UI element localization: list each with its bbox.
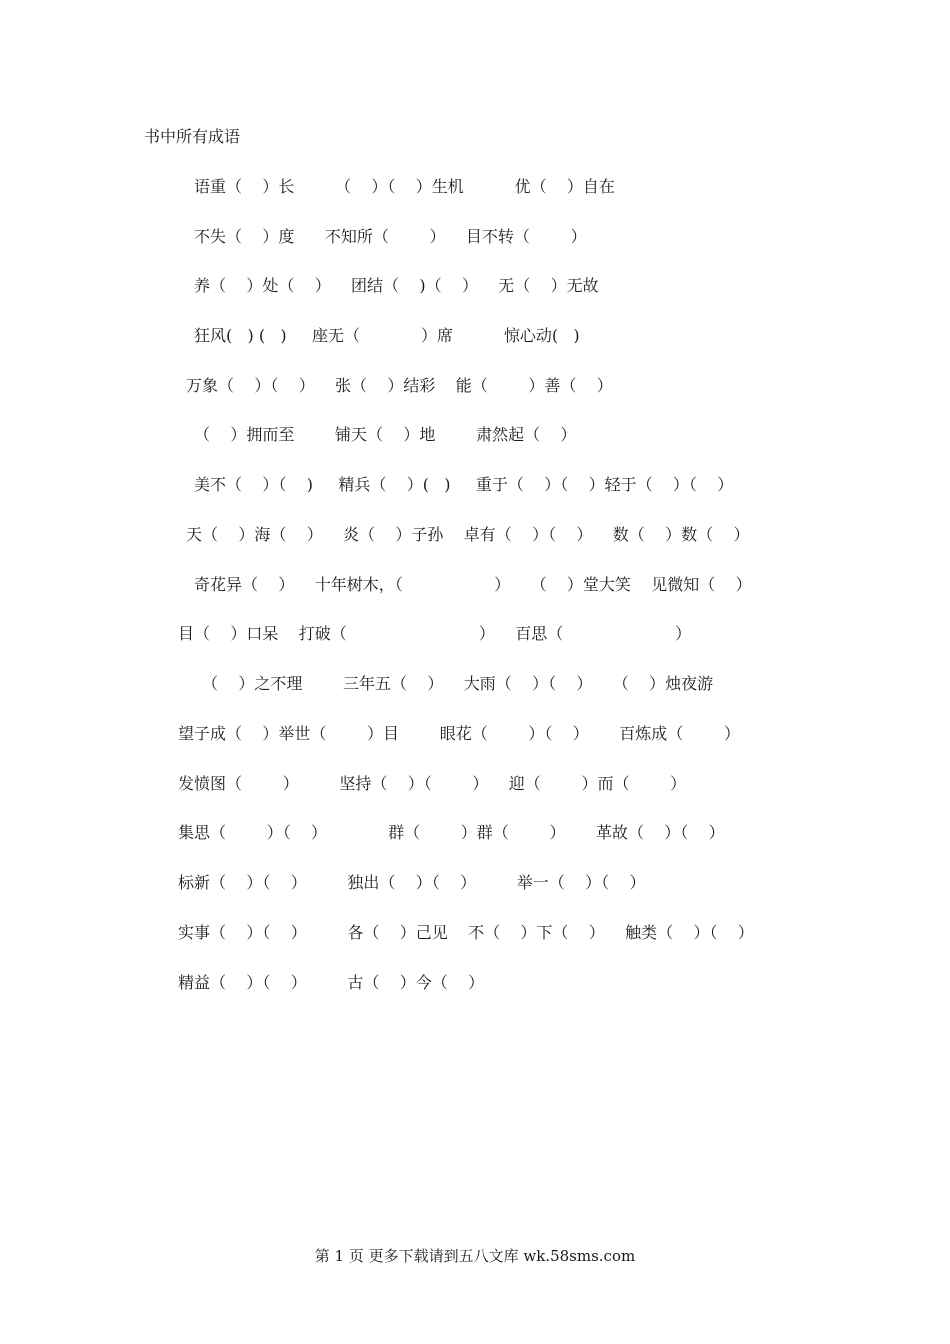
idiom-line: 养（ ）处（ ） 团结（ )（ ） 无（ ）无故	[194, 276, 599, 295]
idiom-line: 天（ ）海（ ） 炎（ ）子孙 卓有（ ）（ ） 数（ ）数（ ）	[186, 525, 750, 544]
document-title: 书中所有成语	[144, 127, 241, 146]
idiom-line: 不失（ ）度 不知所（ ） 目不转（ ）	[194, 227, 587, 246]
idiom-line: 实事（ ）（ ） 各（ ）己见 不（ ）下（ ） 触类（ ）（ ）	[178, 923, 754, 942]
idiom-line: 发愤图（ ） 坚持（ ）（ ） 迎（ ）而（ ）	[178, 774, 687, 793]
idiom-line: 标新（ ）（ ） 独出（ ）（ ） 举一（ ）（ ）	[178, 873, 646, 892]
idiom-line: （ ）之不理 三年五（ ） 大雨（ ）（ ） （ ）烛夜游	[202, 674, 714, 693]
idiom-line: 精益（ ）（ ） 古（ ）今（ ）	[178, 973, 485, 992]
idiom-line: 美不（ ）（ ) 精兵（ ）( ) 重于（ ）（ ）轻于（ ）（ ）	[194, 475, 734, 494]
idiom-line: 奇花异（ ） 十年树木，（ ） （ ）堂大笑 见微知（ ）	[194, 575, 752, 594]
idiom-line: 狂风( ) ( ) 座无（ ）席 惊心动( )	[194, 326, 580, 345]
idiom-line: 集思（ ）（ ） 群（ ）群（ ） 革故（ ）（ ）	[178, 823, 725, 842]
idiom-line: 目（ ）口呆 打破（ ） 百思（ ）	[178, 624, 692, 643]
idiom-line: 语重（ ）长 （ ）（ ）生机 优（ ）自在	[194, 177, 615, 196]
page-footer: 第 1 页 更多下载请到五八文库 wk.58sms.com	[314, 1247, 636, 1265]
idiom-line: （ ）拥而至 铺天（ ）地 肃然起（ ）	[194, 425, 577, 444]
idiom-line: 望子成（ ）举世（ ）目 眼花（ ）（ ） 百炼成（ ）	[178, 724, 740, 743]
idiom-line: 万象（ ）（ ） 张（ ）结彩 能（ ）善（ ）	[186, 376, 613, 395]
